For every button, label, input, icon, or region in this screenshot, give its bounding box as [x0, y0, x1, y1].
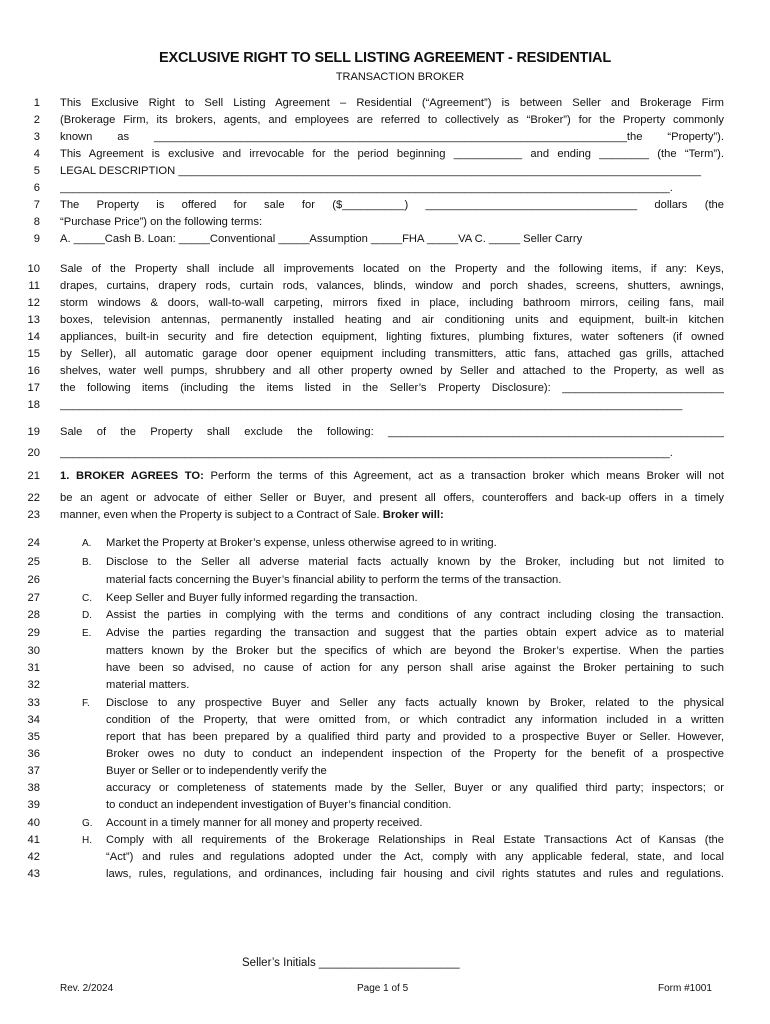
line-number: 41	[27, 834, 40, 846]
line-text: be an agent or advocate of either Seller or Buyer, and present all offers, counteroffers and back-up offers in a timely	[60, 492, 724, 504]
line-number: 1	[33, 97, 40, 109]
line-number: 10	[27, 263, 40, 275]
line-text: storm windows & doors, wall-to-wall carpeting, mirrors fixed in place, including bathroom mirrors, ceiling fans, mail	[60, 297, 724, 309]
line-number: 11	[28, 280, 40, 292]
agreement-line	[60, 278, 724, 295]
agreement-line	[60, 346, 724, 363]
agreement-line	[106, 780, 724, 797]
agreement-line	[106, 746, 724, 763]
line-number: 32	[27, 679, 40, 691]
agreement-line	[106, 660, 724, 677]
line-text: material facts concerning the Buyer’s financial ability to perform the terms of the transaction.	[106, 574, 562, 586]
line-text: have been so advised, no cause of action for any person shall arise against the Broker pertaining to such	[106, 662, 724, 674]
line-text: Account in a timely manner for all money and property received.	[106, 817, 423, 829]
agreement-line	[106, 695, 724, 712]
list-letter: D.	[82, 610, 92, 621]
line-number: 35	[27, 731, 40, 743]
agreement-line	[60, 445, 724, 462]
line-text: Market the Property at Broker’s expense, unless otherwise agreed to in writing.	[106, 537, 497, 549]
line-text: condition of the Property, that were omitted from, or which contradict any information included in a written	[106, 714, 724, 726]
line-text: Comply with all requirements of the Brokerage Relationships in Real Estate Transactions Act of Kansas (the	[106, 834, 724, 846]
line-number: 15	[27, 348, 40, 360]
line-text: Perform the terms of this Agreement, act as a transaction broker which means Broker will not	[210, 470, 724, 482]
agreement-line	[60, 197, 724, 214]
line-text: drapes, curtains, drapery rods, curtain rods, valances, blinds, window and porch shades, screens, shutters, awnings,	[60, 280, 724, 292]
line-text: Assist the parties in complying with the terms and conditions of any contract including closing the transaction.	[106, 609, 724, 621]
line-text: Buyer or Seller or to independently verify the	[106, 765, 327, 777]
list-letter: A.	[82, 538, 92, 549]
line-text: Disclose to the Seller all adverse material facts actually known by the Broker, including but not limited to	[106, 556, 724, 568]
line-number: 28	[27, 609, 40, 621]
line-text: Broker owes no duty to conduct an independent inspection of the Property for the benefit of a prospective	[106, 748, 724, 760]
agreement-line	[60, 380, 724, 397]
document-subtitle: TRANSACTION BROKER	[335, 71, 465, 83]
line-number: 6	[33, 182, 40, 194]
line-number: 8	[33, 216, 40, 228]
line-number: 20	[27, 447, 40, 459]
seller-initials-line[interactable]: Seller’s Initials ______________________	[242, 957, 460, 969]
list-letter: H.	[82, 835, 92, 846]
line-text: accuracy or completeness of statements made by the Seller, Buyer or any qualified third party; inspectors; or	[106, 782, 724, 794]
agreement-line	[60, 507, 724, 524]
agreement-line	[60, 490, 724, 507]
line-number: 42	[27, 851, 40, 863]
line-text: The Property is offered for sale for ($__________) __________________________________ dollars (the	[60, 199, 724, 211]
list-letter: G.	[82, 818, 93, 829]
line-number: 36	[27, 748, 40, 760]
line-text: boxes, television antennas, permanently installed heating and air conditioning units and equipment, built-in kitchen	[60, 314, 724, 326]
agreement-line	[60, 468, 724, 485]
line-text: to conduct an independent investigation of Buyer’s financial condition.	[106, 799, 452, 811]
line-number: 18	[27, 399, 40, 411]
agreement-line	[60, 214, 724, 231]
line-number: 12	[27, 297, 40, 309]
line-number: 26	[27, 574, 40, 586]
line-text: LEGAL DESCRIPTION ____________________________________________________________________________________	[60, 165, 701, 177]
line-text: This Exclusive Right to Sell Listing Agreement – Residential (“Agreement”) is between Seller and Brokerage Firm	[60, 97, 724, 109]
bold-phrase: Broker will:	[382, 509, 444, 521]
line-text: “Act”) and rules and regulations adopted under the Act, comply with any applicable federal, state, and local	[106, 851, 724, 863]
line-text: __________________________________________________________________________________________________.	[60, 182, 673, 194]
line-number: 38	[27, 782, 40, 794]
agreement-line	[60, 163, 724, 180]
line-number: 25	[27, 556, 40, 568]
line-number: 9	[33, 233, 40, 245]
agreement-line	[60, 329, 724, 346]
line-text: shelves, water well pumps, shrubbery and all other property owned by Seller and attached to the Property, as well as	[60, 365, 724, 377]
agreement-line	[60, 397, 724, 414]
agreement-line	[60, 180, 724, 197]
line-number: 31	[27, 662, 40, 674]
agreement-line	[60, 129, 724, 146]
line-number: 33	[27, 697, 40, 709]
agreement-line	[60, 95, 724, 112]
agreement-line	[106, 590, 724, 607]
agreement-line	[106, 763, 724, 780]
line-number: 17	[27, 382, 40, 394]
line-number: 13	[27, 314, 40, 326]
agreement-line	[106, 643, 724, 660]
agreement-line	[106, 712, 724, 729]
line-text: ____________________________________________________________________________________________________	[60, 399, 683, 411]
line-text: (Brokerage Firm, its brokers, agents, and employees are referred to collectively as “Broker”) for the Property commonly	[60, 114, 724, 126]
agreement-line	[106, 607, 724, 624]
line-text: laws, rules, regulations, and ordinances, including fair housing and civil rights statutes and rules and regulations.	[106, 868, 724, 880]
agreement-line	[60, 261, 724, 278]
line-number: 23	[27, 509, 40, 521]
line-text: Sale of the Property shall exclude the following: ______________________________________________________	[60, 426, 724, 438]
agreement-line	[60, 295, 724, 312]
line-text: Keep Seller and Buyer fully informed regarding the transaction.	[106, 592, 418, 604]
agreement-line	[106, 729, 724, 746]
agreement-line	[106, 677, 724, 694]
line-text: Disclose to any prospective Buyer and Seller any facts actually known by Broker, related to the physical	[106, 697, 724, 709]
line-text: matters known by the Broker but the specifics of which are beyond the Broker’s expertise. When the parties	[106, 645, 724, 657]
line-text: A. _____Cash B. Loan: _____Conventional _____Assumption _____FHA _____VA C. _____ Seller Carry	[60, 233, 583, 245]
agreement-line	[60, 146, 724, 163]
line-number: 34	[27, 714, 40, 726]
line-number: 4	[33, 148, 40, 160]
agreement-line	[60, 231, 724, 248]
line-number: 2	[33, 114, 40, 126]
agreement-line	[106, 849, 724, 866]
line-number: 16	[27, 365, 40, 377]
line-number: 5	[33, 165, 40, 177]
agreement-line	[60, 112, 724, 129]
line-text: This Agreement is exclusive and irrevocable for the period beginning ___________ and ending ________ (the “Term”).	[60, 148, 724, 160]
line-number: 29	[27, 627, 40, 639]
agreement-line	[106, 797, 724, 814]
line-number: 3	[33, 131, 40, 143]
line-number: 43	[27, 868, 40, 880]
agreement-line	[106, 832, 724, 849]
line-number: 7	[33, 199, 40, 211]
line-text: Sale of the Property shall include all improvements located on the Property and the following items, if any: Keys,	[60, 263, 724, 275]
line-number: 14	[27, 331, 40, 343]
line-text: __________________________________________________________________________________________________.	[60, 447, 673, 459]
line-number: 24	[27, 537, 40, 549]
page-number: Page 1 of 5	[357, 983, 409, 994]
agreement-line	[106, 625, 724, 642]
line-number: 22	[27, 492, 40, 504]
line-text: Advise the parties regarding the transaction and suggest that the parties obtain expert advice as to material	[106, 627, 724, 639]
line-text: known as ____________________________________________________________________________the “Property”).	[60, 131, 724, 143]
agreement-line	[60, 312, 724, 329]
list-letter: B.	[82, 557, 92, 568]
line-number: 40	[27, 817, 40, 829]
line-number: 27	[27, 592, 40, 604]
agreement-line	[106, 554, 724, 571]
line-text: material matters.	[106, 679, 190, 691]
list-letter: F.	[82, 698, 90, 709]
line-text: report that has been prepared by a qualified third party and provided to a prospective Buyer or Seller. However,	[106, 731, 724, 743]
agreement-line	[106, 815, 724, 832]
line-text: by Seller), all automatic garage door opener equipment including transmitters, attic fans, attached gas grills, attached	[60, 348, 724, 360]
section-heading: 1. BROKER AGREES TO:	[60, 470, 211, 482]
line-number: 30	[27, 645, 40, 657]
agreement-line	[60, 363, 724, 380]
line-text: the following items (including the items listed in the Seller’s Property Disclosure): __________________________	[60, 382, 724, 394]
list-letter: E.	[82, 628, 92, 639]
line-text: “Purchase Price”) on the following terms:	[60, 216, 263, 228]
line-number: 39	[27, 799, 40, 811]
form-number: Form #1001	[658, 983, 712, 994]
agreement-line	[106, 535, 724, 552]
agreement-line	[60, 424, 724, 441]
line-text: manner, even when the Property is subject to a Contract of Sale.	[60, 509, 383, 521]
agreement-line	[106, 866, 724, 883]
line-number: 37	[27, 765, 40, 777]
revision-date: Rev. 2/2024	[60, 983, 114, 994]
line-number: 19	[27, 426, 40, 438]
agreement-line	[106, 572, 724, 589]
line-text: appliances, built-in security and fire detection equipment, lighting fixtures, plumbing fixtures, water softeners (if owned	[60, 331, 724, 343]
list-letter: C.	[82, 593, 92, 604]
line-number: 21	[27, 470, 40, 482]
document-title: EXCLUSIVE RIGHT TO SELL LISTING AGREEMENT - RESIDENTIAL	[159, 50, 611, 66]
